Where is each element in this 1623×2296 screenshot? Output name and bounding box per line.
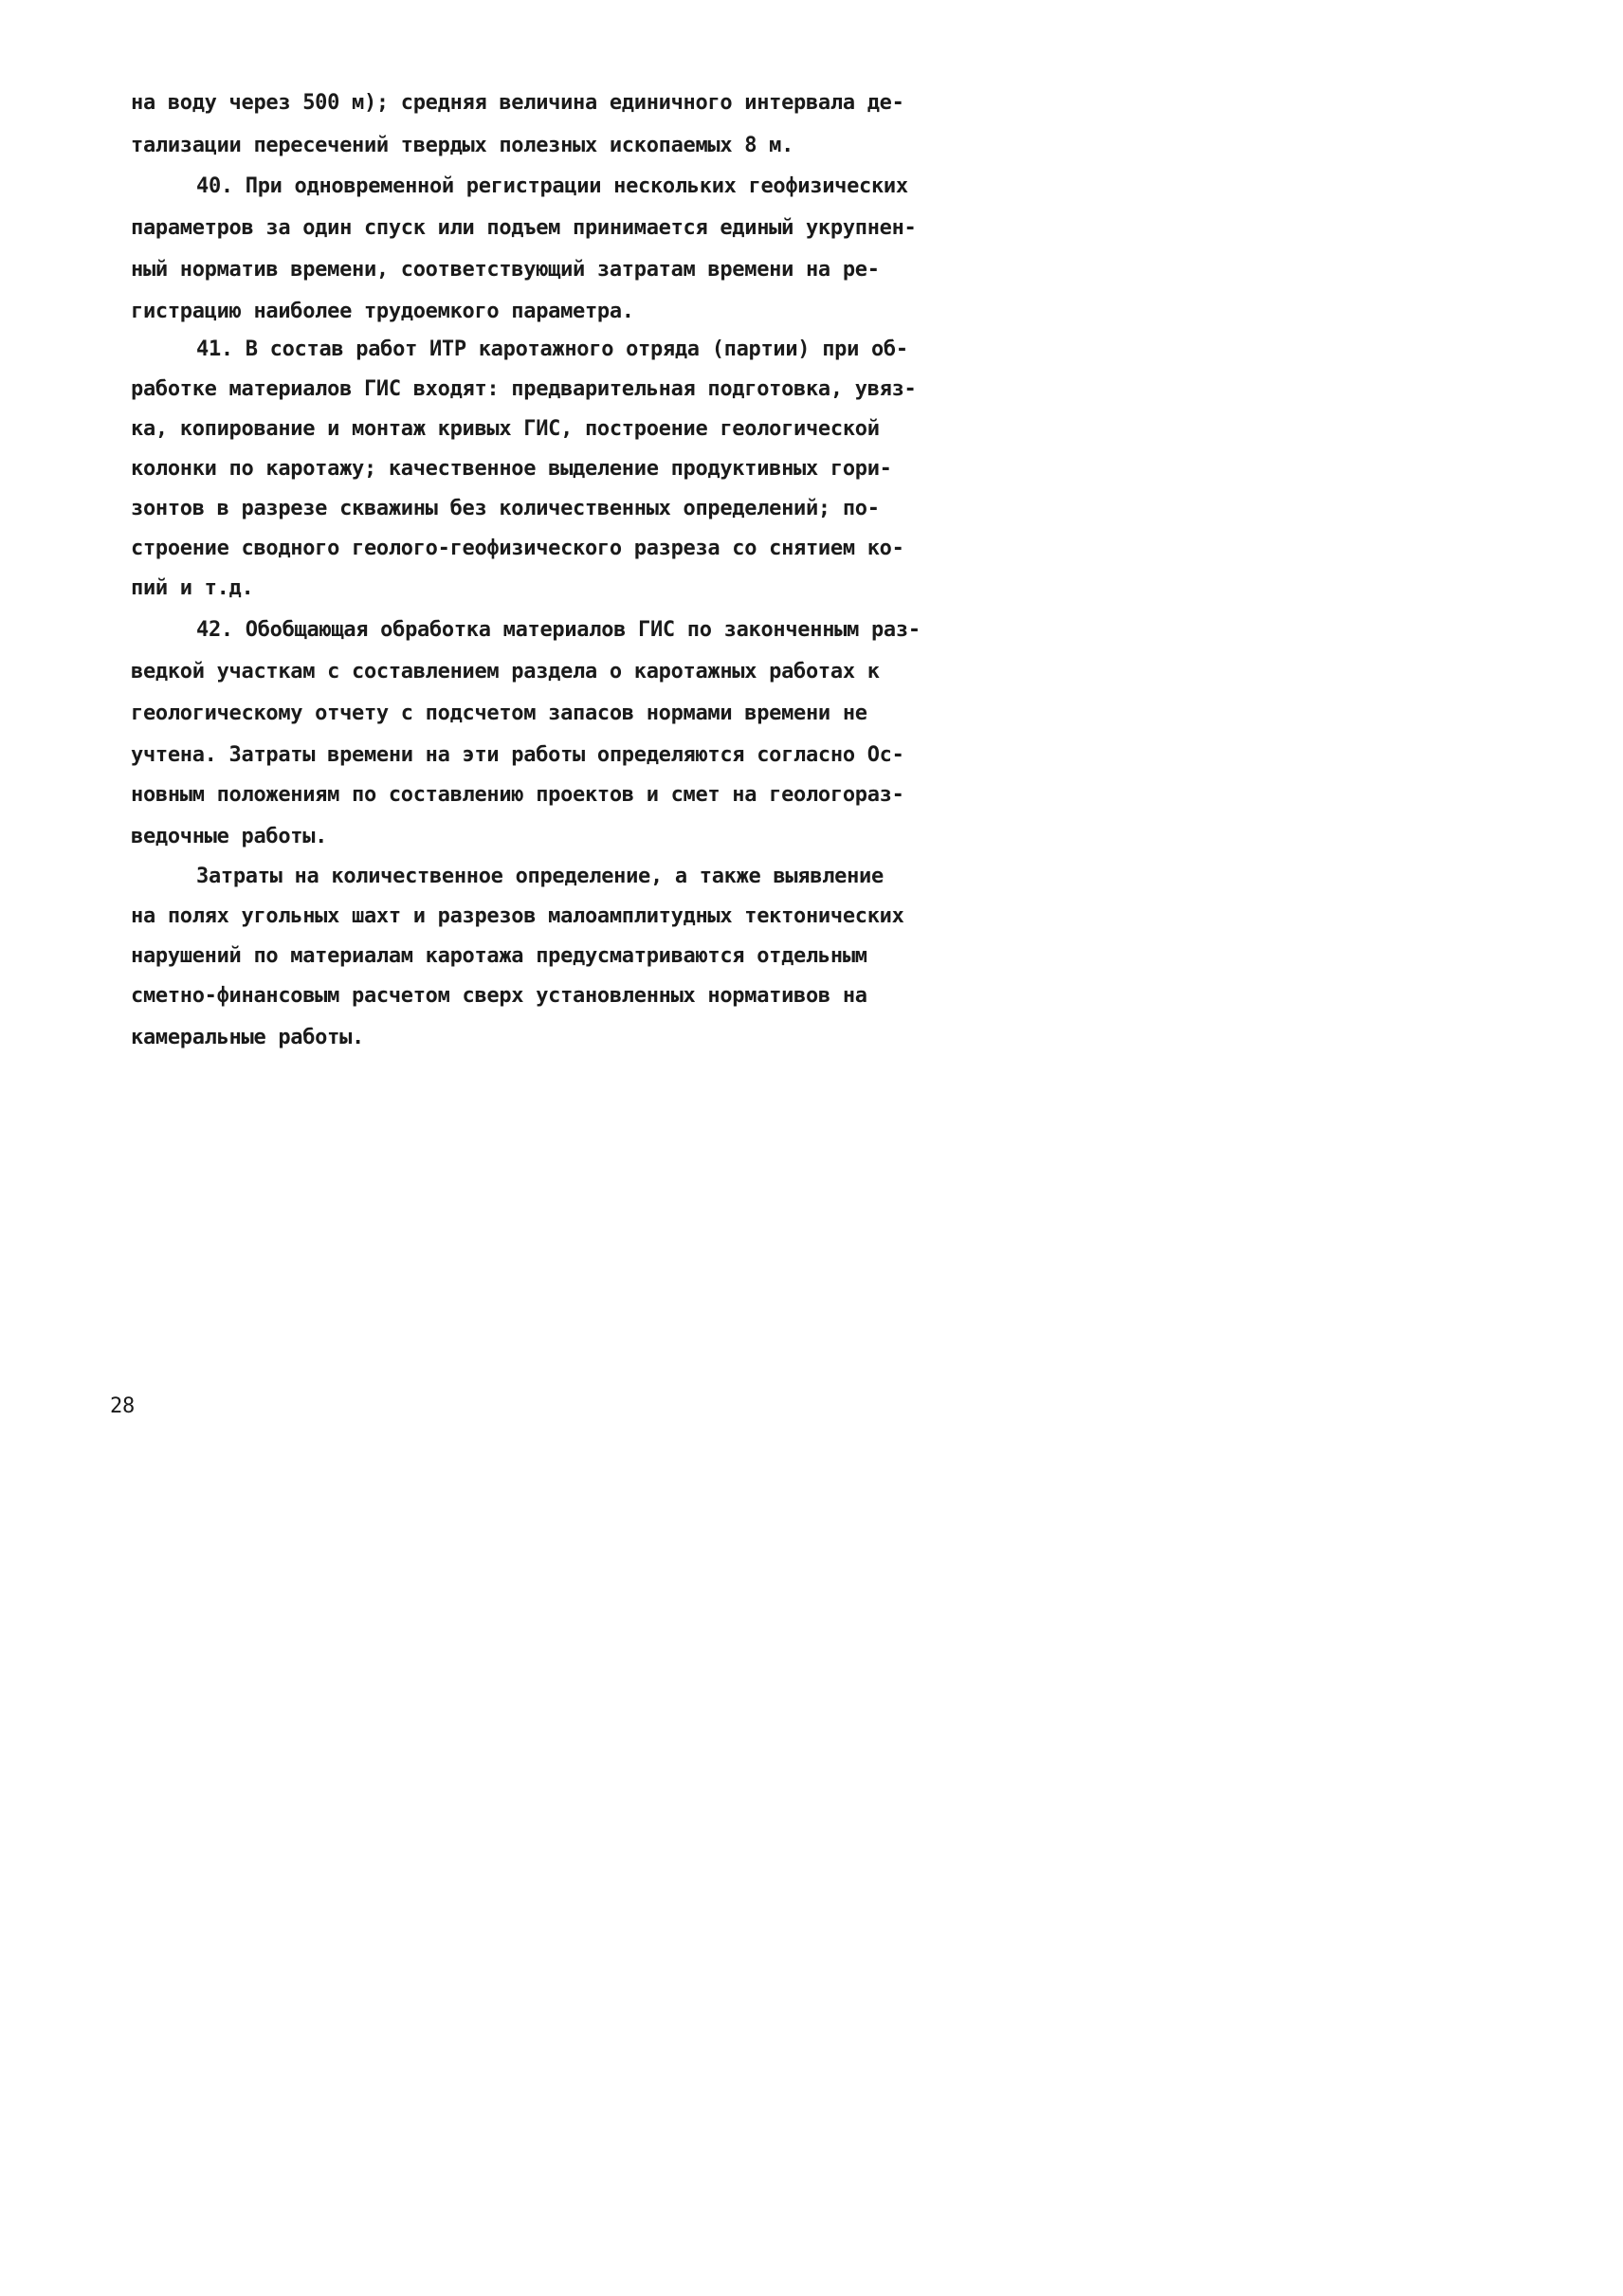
text-line: 41. В состав работ ИТР каротажного отряда (партии) при об- — [196, 337, 908, 361]
text-line: работке материалов ГИС входят: предварительная подготовка, увяз- — [131, 377, 917, 401]
text-line: на полях угольных шахт и разрезов малоамплитудных тектонических — [131, 904, 904, 928]
text-line: сметно-финансовым расчетом сверх установленных нормативов на — [131, 984, 867, 1008]
text-line: ный норматив времени, соответствующий затратам времени на ре- — [131, 258, 880, 282]
document-page — [0, 0, 1047, 1481]
text-line: 40. При одновременной регистрации нескольких геофизических — [196, 174, 908, 198]
text-line: ведкой участкам с составлением раздела о каротажных работах к — [131, 660, 880, 683]
text-line: на воду через 500 м); средняя величина единичного интервала де- — [131, 91, 904, 115]
text-line: зонтов в разрезе скважины без количественных определений; по- — [131, 497, 880, 520]
text-line: строение сводного геолого-геофизического разреза со снятием ко- — [131, 537, 904, 560]
page-number: 28 — [110, 1394, 135, 1418]
text-line: 42. Обобщающая обработка материалов ГИС по законченным раз- — [196, 618, 921, 642]
text-line: ведочные работы. — [131, 825, 328, 848]
text-line: камеральные работы. — [131, 1026, 364, 1049]
text-line: геологическому отчету с подсчетом запасов нормами времени не — [131, 702, 867, 725]
text-line: нарушений по материалам каротажа предусматриваются отдельным — [131, 944, 867, 968]
text-line: учтена. Затраты времени на эти работы определяются согласно Ос- — [131, 743, 904, 767]
text-line: пий и т.д. — [131, 576, 254, 600]
text-line: новным положениям по составлению проектов и смет на геологораз- — [131, 783, 904, 807]
text-line: тализации пересечений твердых полезных ископаемых 8 м. — [131, 134, 794, 157]
text-line: колонки по каротажу; качественное выделение продуктивных гори- — [131, 457, 892, 481]
text-line: гистрацию наиболее трудоемкого параметра. — [131, 300, 634, 323]
text-line: параметров за один спуск или подъем принимается единый укрупнен- — [131, 216, 917, 240]
text-line: ка, копирование и монтаж кривых ГИС, построение геологической — [131, 417, 880, 441]
text-line: Затраты на количественное определение, а также выявление — [196, 865, 884, 888]
